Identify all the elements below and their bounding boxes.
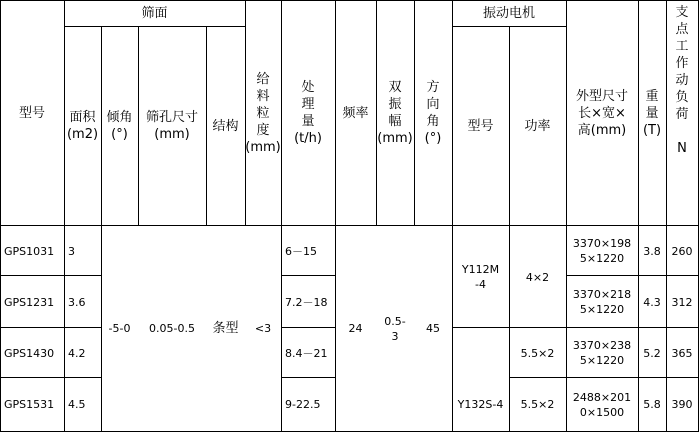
cell-capacity-4: 9-22.5: [285, 398, 321, 411]
header-amplitude: 双 振 幅 (mm): [377, 80, 413, 146]
cell-amplitude-merged: 0.5- 3: [384, 314, 406, 343]
cell-area-3: 4.2: [68, 346, 86, 360]
header-weight: 重 量 (T): [642, 88, 662, 138]
cell-capacity-1: 6－15: [285, 244, 317, 258]
header-dimensions: 外型尺寸 长×宽× 高(mm): [575, 88, 628, 138]
cell-dimensions-4: 2488×201 0×1500: [572, 390, 632, 419]
cell-area-1: 3: [68, 244, 75, 258]
cell-capacity-3: 8.4－21: [285, 346, 328, 360]
cell-motor-power-b-2: 5.5×2: [520, 398, 555, 411]
cell-area-4: 4.5: [68, 398, 86, 411]
header-support-load: 支 点 工 作 动 负 荷 N: [675, 5, 689, 156]
cell-dimensions-3: 3370×238 5×1220: [572, 339, 632, 367]
header-motor-model: 型号: [467, 118, 494, 134]
cell-mesh-merged: 0.05-0.5: [149, 322, 195, 335]
header-feed-size: 给 料 粒 度 (mm): [245, 71, 281, 155]
cell-capacity-2: 7.2－18: [285, 295, 328, 309]
header-area: 面积 (m2): [66, 110, 99, 142]
cell-direction-merged: 45: [426, 322, 440, 335]
cell-structure-merged: 条型: [212, 321, 239, 336]
cell-model-1: GPS1031: [4, 244, 55, 258]
cell-model-4: GPS1531: [4, 398, 55, 411]
cell-motor-power-b-1: 5.5×2: [520, 346, 555, 360]
cell-feed-size-merged: <3: [254, 322, 272, 335]
cell-weight-1: 3.8: [643, 244, 661, 258]
header-frequency: 频率: [342, 105, 369, 121]
cell-angle-merged: -5-0: [108, 322, 131, 335]
cell-model-2: GPS1231: [4, 295, 55, 309]
cell-weight-3: 5.2: [643, 346, 661, 360]
cell-dimensions-1: 3370×198 5×1220: [572, 237, 632, 265]
cell-model-3: GPS1430: [4, 346, 55, 360]
header-mesh-size: 筛孔尺寸 (mm): [145, 110, 198, 142]
header-structure: 结构: [212, 118, 239, 134]
header-direction-angle: 方 向 角 (°): [424, 80, 442, 146]
cell-frequency-merged: 24: [348, 322, 363, 335]
cell-load-2: 312: [671, 295, 693, 309]
header-motor-group: 振动电机: [482, 5, 535, 21]
header-model: 型号: [18, 105, 45, 121]
cell-motor-model-a: Y112M -4: [461, 263, 500, 291]
header-capacity: 处 理 量 (t/h): [294, 80, 322, 146]
cell-load-4: 390: [671, 398, 693, 411]
cell-motor-power-a: 4×2: [525, 270, 550, 284]
header-angle: 倾角 (°): [106, 110, 133, 142]
cell-area-2: 3.6: [68, 295, 86, 309]
cell-motor-model-b: Y132S-4: [457, 398, 504, 411]
cell-dimensions-2: 3370×218 5×1220: [572, 288, 632, 316]
cell-weight-2: 4.3: [643, 295, 661, 309]
header-motor-power: 功率: [524, 118, 551, 134]
cell-load-1: 260: [671, 244, 693, 258]
cell-load-3: 365: [671, 346, 693, 360]
header-screen-group: 筛面: [141, 5, 168, 21]
cell-weight-4: 5.8: [643, 398, 661, 411]
